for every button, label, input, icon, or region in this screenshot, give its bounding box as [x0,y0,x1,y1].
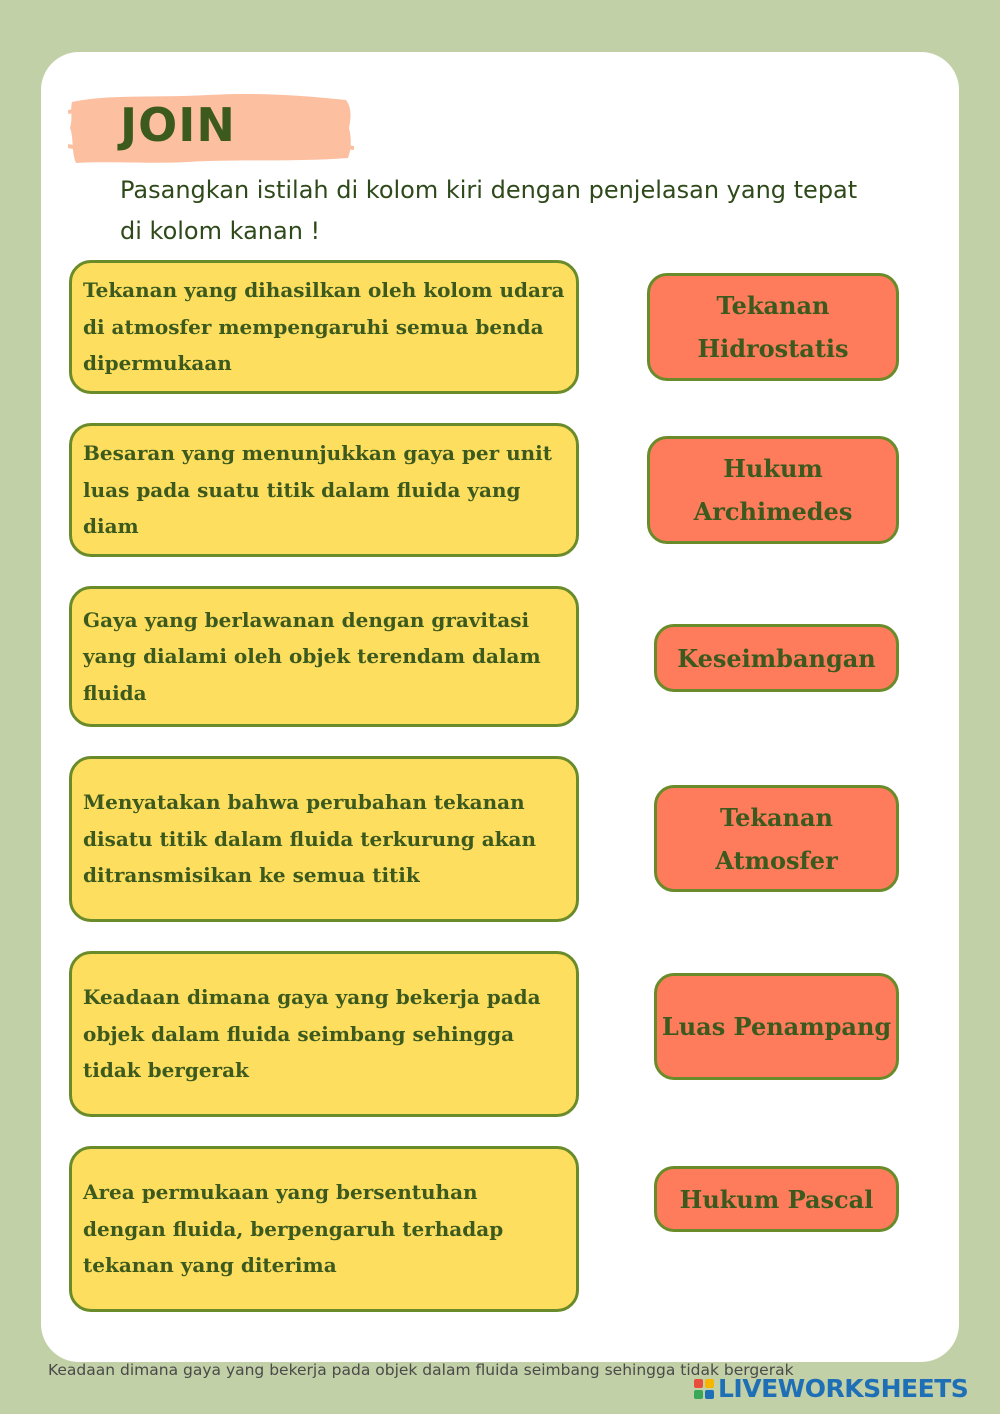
liveworksheets-logo [694,1374,968,1403]
description-text: Menyatakan bahwa perubahan tekanan disatu titik dalam fluida terkurung akan ditransmisikan ke semua titik [83,790,537,888]
term-text: Hukum Archimedes [693,454,853,526]
description-box-3[interactable] [69,586,579,727]
term-box-2[interactable] [647,436,899,544]
selected-answer-caption: Keadaan dimana gaya yang bekerja pada objek dalam fluida seimbang sehingga tidak bergerak [48,1361,794,1379]
worksheet-title: JOIN [120,98,236,152]
term-text: Tekanan Atmosfer [715,802,838,875]
description-text: Tekanan yang dihasilkan oleh kolom udara di atmosfer mempengaruhi semua benda dipermukaan [83,278,565,376]
instruction-text: Pasangkan istilah di kolom kiri dengan penjelasan yang tepat di kolom kanan ! [120,176,858,245]
logo-squares-icon [694,1379,714,1399]
description-text: Gaya yang berlawanan dengan gravitasi yang dialami oleh objek terendam dalam fluida [83,607,541,705]
term-box-1[interactable] [647,273,899,381]
description-text: Area permukaan yang bersentuhan dengan fluida, berpengaruh terhadap tekanan yang diterima [83,1180,504,1278]
term-text: Keseimbangan [677,643,876,673]
description-box-1[interactable] [69,260,579,394]
term-text: Tekanan Hidrostatis [697,291,849,363]
description-box-2[interactable] [69,423,579,557]
description-box-5[interactable] [69,951,579,1117]
term-box-3[interactable] [654,624,899,692]
term-box-4[interactable] [654,785,899,892]
term-text: Luas Penampang [661,1012,892,1041]
term-box-6[interactable] [654,1166,899,1232]
term-text: Hukum Pascal [679,1184,874,1214]
description-text: Keadaan dimana gaya yang bekerja pada objek dalam fluida seimbang sehingga tidak bergerak [83,985,541,1083]
logo-text: LIVEWORKSHEETS [718,1374,969,1403]
term-box-5[interactable] [654,973,899,1080]
description-text: Besaran yang menunjukkan gaya per unit luas pada suatu titik dalam fluida yang diam [83,441,552,539]
description-box-6[interactable] [69,1146,579,1312]
description-box-4[interactable] [69,756,579,922]
